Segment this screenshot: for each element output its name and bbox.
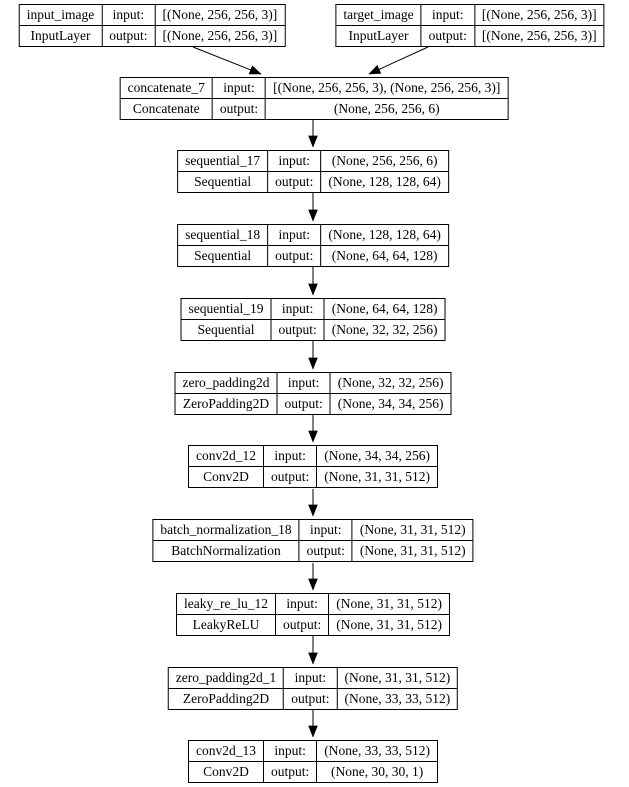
output-label: output: [299,540,352,561]
node-sequential_18 [177,224,449,267]
output-label: output: [212,98,265,119]
input-label: input: [270,299,323,319]
input-shape: (None, 34, 34, 256) [316,446,437,466]
input-label: input: [299,520,352,540]
layer-type: BatchNormalization [153,540,298,561]
input-shape: (None, 256, 256, 6) [320,151,447,171]
output-label: output: [421,25,474,46]
output-shape: (None, 31, 31, 512) [328,614,449,635]
output-shape: (None, 33, 33, 512) [337,688,458,709]
node-concatenate_7 [120,77,509,120]
input-label: input: [101,5,154,25]
input-shape: (None, 64, 64, 128) [324,299,445,319]
node-zero_padding2d_1 [168,667,458,710]
layer-name: sequential_18 [185,227,261,242]
layer-name: zero_padding2d [182,375,270,390]
input-shape: (None, 31, 31, 512) [352,520,473,540]
output-label: output: [263,761,316,782]
node-conv2d_13 [188,740,438,783]
input-shape: (None, 33, 33, 512) [316,741,437,761]
layer-type: Concatenate [121,98,212,119]
output-shape: (None, 32, 32, 256) [324,319,445,340]
output-shape: (None, 31, 31, 512) [316,466,437,487]
layer-type: InputLayer [336,25,420,46]
output-shape: (None, 30, 30, 1) [316,761,437,782]
output-label: output: [275,614,328,635]
layer-name: batch_normalization_18 [160,522,292,537]
input-label: input: [267,225,320,245]
output-shape: [(None, 256, 256, 3)] [155,25,285,46]
input-label: input: [276,373,329,393]
layer-name: target_image [343,7,414,22]
input-label: input: [212,78,265,98]
layer-name: sequential_19 [188,301,264,316]
input-label: input: [421,5,474,25]
node-sequential_17 [177,150,449,193]
layer-name: conv2d_13 [196,743,256,758]
layer-type: Sequential [178,245,267,266]
node-leaky_re_lu_12 [176,593,450,636]
output-shape: (None, 31, 31, 512) [352,540,473,561]
layer-name: zero_padding2d_1 [175,670,277,685]
input-label: input: [275,594,328,614]
layer-name: input_image [26,7,95,22]
input-label: input: [263,446,316,466]
input-shape: (None, 32, 32, 256) [330,373,451,393]
output-label: output: [263,466,316,487]
layer-type: InputLayer [20,25,102,46]
output-shape: [(None, 256, 256, 3)] [474,25,604,46]
node-sequential_19 [181,298,446,341]
layer-type: Sequential [182,319,271,340]
layer-type: Conv2D [189,466,263,487]
layer-type: Sequential [178,171,267,192]
edge-target_image-concatenate_7 [369,47,428,74]
input-shape: (None, 31, 31, 512) [328,594,449,614]
layer-type: ZeroPadding2D [169,688,283,709]
input-label: input: [267,151,320,171]
layer-type: Conv2D [189,761,263,782]
output-shape: (None, 34, 34, 256) [330,393,451,414]
input-label: input: [283,668,336,688]
output-shape: (None, 256, 256, 6) [265,98,507,119]
output-shape: (None, 128, 128, 64) [320,171,447,192]
layer-type: LeakyReLU [177,614,275,635]
node-batch_normalization_18 [152,519,473,562]
output-label: output: [267,171,320,192]
input-shape: [(None, 256, 256, 3)] [474,5,604,25]
input-shape: (None, 128, 128, 64) [320,225,447,245]
input-label: input: [263,741,316,761]
node-conv2d_12 [188,445,438,488]
output-label: output: [283,688,336,709]
output-label: output: [267,245,320,266]
layer-type: ZeroPadding2D [176,393,277,414]
output-label: output: [276,393,329,414]
output-label: output: [101,25,154,46]
input-shape: (None, 31, 31, 512) [337,668,458,688]
node-target_image [335,4,604,47]
node-zero_padding2d [175,372,452,415]
layer-name: conv2d_12 [196,448,256,463]
edge-input_image-concatenate_7 [193,47,261,74]
input-shape: [(None, 256, 256, 3), (None, 256, 256, 3)] [265,78,507,98]
output-label: output: [270,319,323,340]
node-input_image [19,4,286,47]
output-shape: (None, 64, 64, 128) [320,245,447,266]
layer-name: leaky_re_lu_12 [184,596,268,611]
layer-name: sequential_17 [185,153,261,168]
input-shape: [(None, 256, 256, 3)] [155,5,285,25]
layer-name: concatenate_7 [127,80,205,95]
